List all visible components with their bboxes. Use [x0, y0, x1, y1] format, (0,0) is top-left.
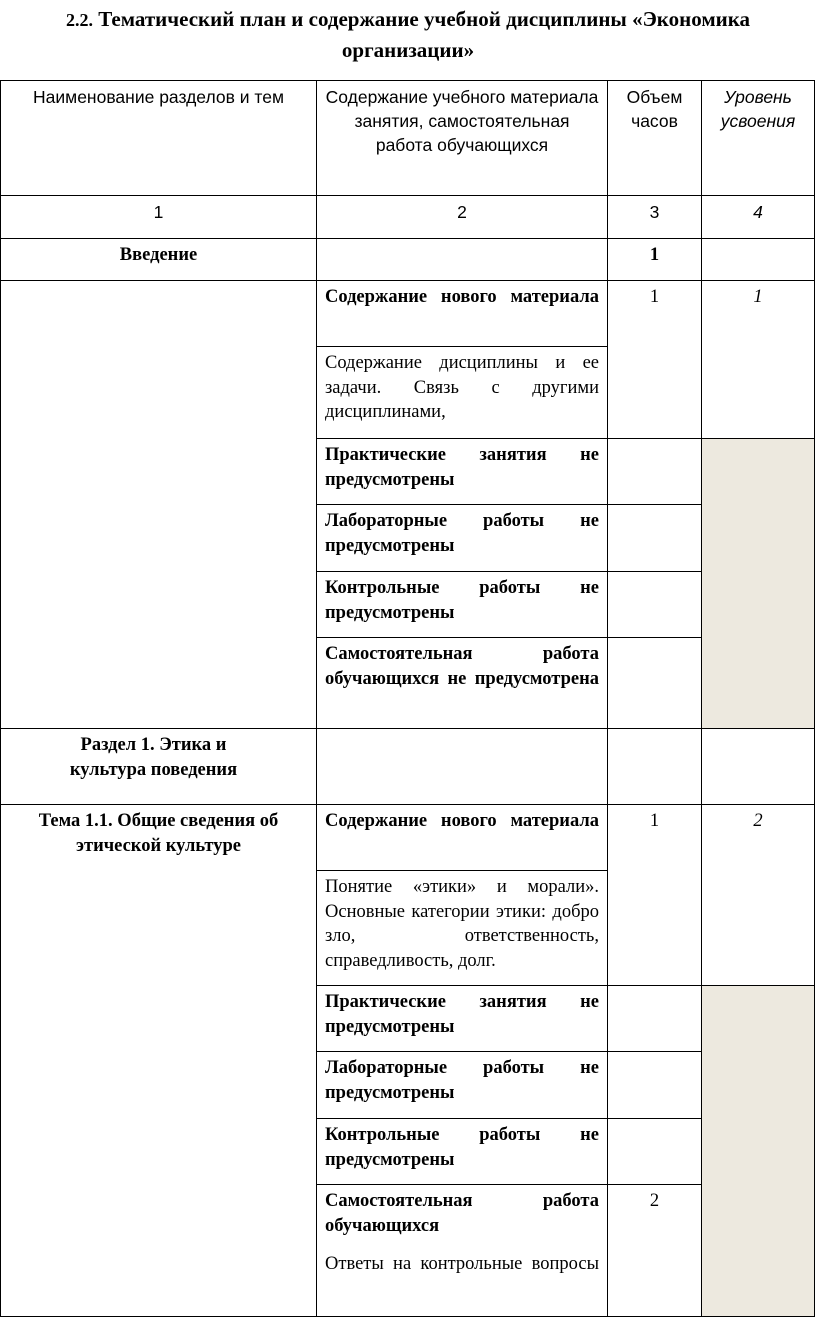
column-number-2: 2	[317, 196, 608, 239]
topic1-1-content-text: Понятие «этики» и морали». Основные категории этики: добро зло, ответственность, справедливость, долг.	[317, 871, 608, 986]
section1-level-empty	[702, 729, 815, 805]
section-number: 2.2.	[65, 10, 93, 30]
intro-content-header-row	[1, 281, 815, 347]
thematic-plan-table	[0, 80, 815, 1317]
topic1-1-independent-text: Ответы на контрольные вопросы	[325, 1254, 599, 1274]
section1-hours-empty	[608, 729, 702, 805]
section1-name: Раздел 1. Этика и культура поведения	[1, 729, 317, 805]
intro-lab-hours	[608, 505, 702, 572]
topic1-1-shaded-level-cell	[702, 986, 815, 1317]
intro-practical-hours	[608, 439, 702, 505]
header-col-content: Содержание учебного материала занятия, самостоятельная работа обучающихся	[317, 81, 608, 196]
column-number-1: 1	[1, 196, 317, 239]
topic1-1-name: Тема 1.1. Общие сведения об этической культуре	[1, 805, 317, 1317]
intro-content-hours: 1	[608, 281, 702, 439]
topic1-1-level: 2	[702, 805, 815, 986]
topic1-1-independent-hours: 2	[608, 1185, 702, 1317]
intro-independent: Самостоятельная работа обучающихся не предусмотрена	[317, 638, 608, 729]
column-number-4: 4	[702, 196, 815, 239]
header-col-sections: Наименование разделов и тем	[1, 81, 317, 196]
header-col-level: Уровень усвоения	[702, 81, 815, 196]
column-number-3: 3	[608, 196, 702, 239]
intro-level-empty	[702, 239, 815, 281]
intro-name: Введение	[1, 239, 317, 281]
topic1-1-lab: Лабораторные работы не предусмотрены	[317, 1052, 608, 1119]
topic1-1-independent: Самостоятельная работа обучающихся	[325, 1191, 599, 1236]
intro-lab: Лабораторные работы не предусмотрены	[317, 505, 608, 572]
header-row	[1, 81, 815, 196]
intro-content-text: Содержание дисциплины и ее задачи. Связь с другими дисциплинами,	[317, 347, 608, 439]
intro-independent-hours	[608, 638, 702, 729]
section1-row	[1, 729, 815, 805]
topic1-1-control: Контрольные работы не предусмотрены	[317, 1119, 608, 1185]
topic1-1-practical-hours	[608, 986, 702, 1052]
intro-blank-cell	[1, 281, 317, 729]
intro-level: 1	[702, 281, 815, 439]
intro-practical: Практические занятия не предусмотрены	[317, 439, 608, 505]
intro-hours: 1	[608, 239, 702, 281]
topic1-1-control-hours	[608, 1119, 702, 1185]
topic1-1-header-row	[1, 805, 815, 871]
intro-content-header: Содержание нового материала	[317, 281, 608, 347]
page-title	[0, 4, 816, 65]
intro-control: Контрольные работы не предусмотрены	[317, 572, 608, 638]
title-text: Тематический план и содержание учебной дисциплины «Экономика организации»	[98, 7, 751, 62]
intro-content-empty	[317, 239, 608, 281]
topic1-1-hours: 1	[608, 805, 702, 986]
section1-content-empty	[317, 729, 608, 805]
topic1-1-independent-cell	[317, 1185, 608, 1317]
topic1-1-practical: Практические занятия не предусмотрены	[317, 986, 608, 1052]
intro-shaded-level-cell	[702, 439, 815, 729]
header-col-hours: Объем часов	[608, 81, 702, 196]
intro-row	[1, 239, 815, 281]
topic1-1-lab-hours	[608, 1052, 702, 1119]
topic1-1-content-header: Содержание нового материала	[317, 805, 608, 871]
column-numbers-row	[1, 196, 815, 239]
intro-control-hours	[608, 572, 702, 638]
